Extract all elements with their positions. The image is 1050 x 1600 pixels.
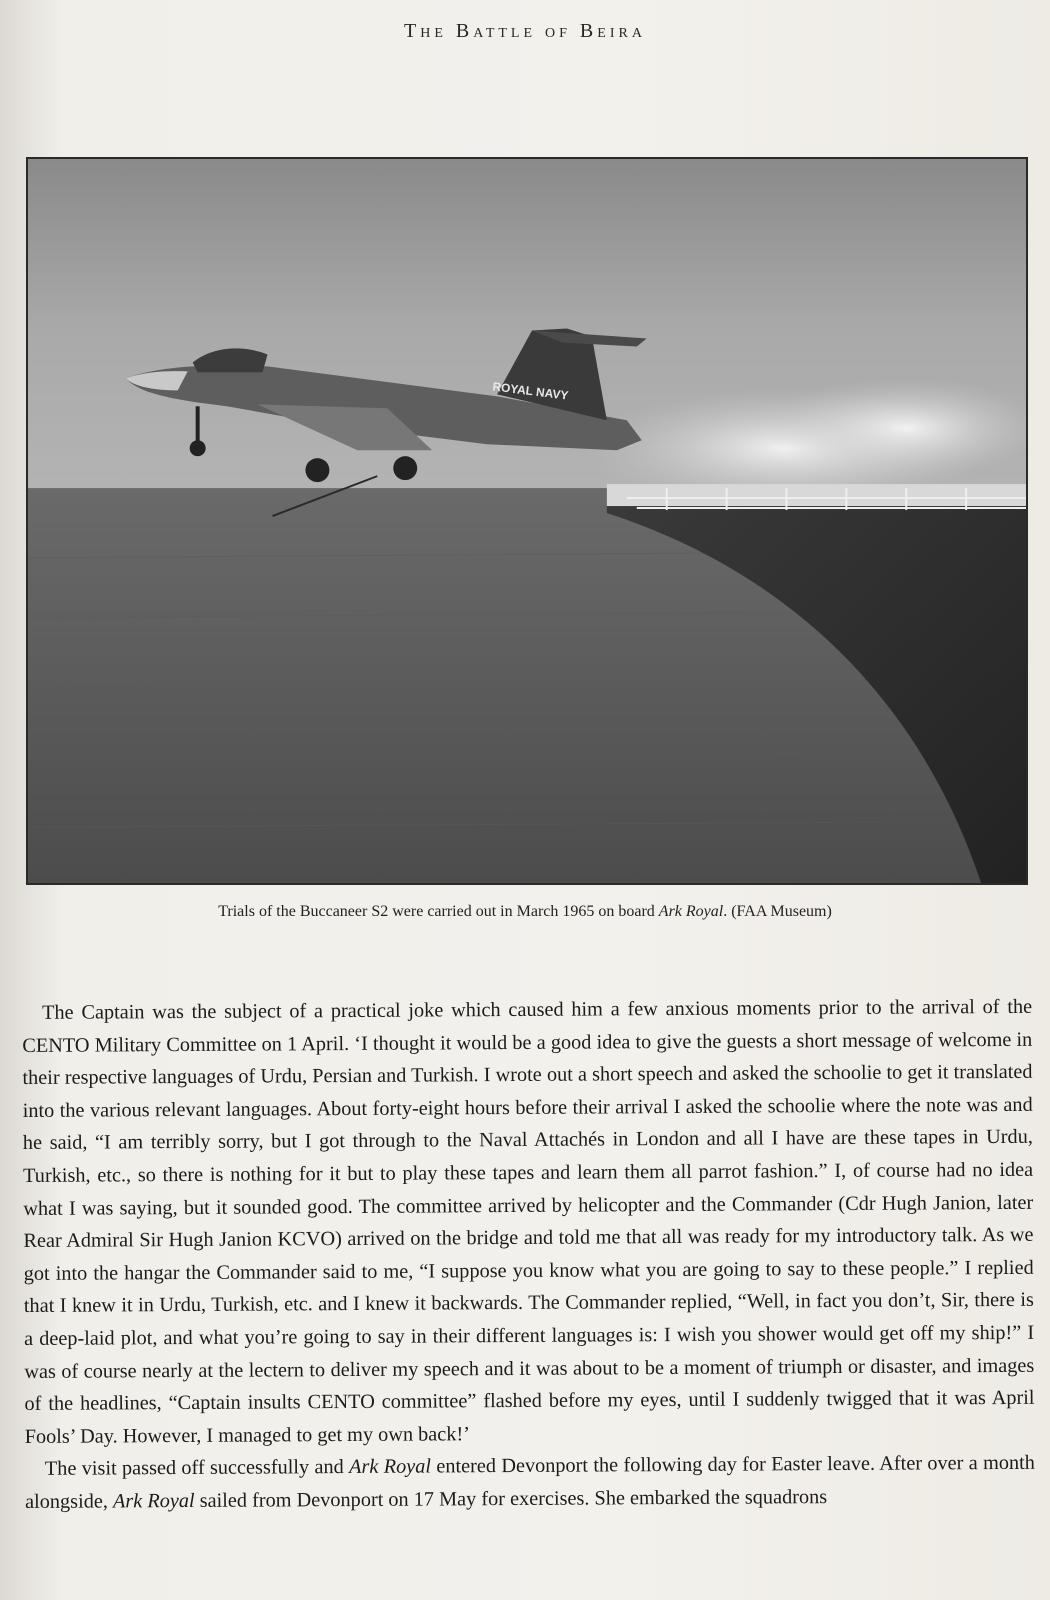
photograph <box>26 157 1028 885</box>
flight-deck-edge <box>607 484 1026 506</box>
paragraph-2 <box>25 1447 1035 1518</box>
body-text <box>22 991 1035 1519</box>
p2-ship-name-1: Ark Royal <box>348 1455 432 1479</box>
figure-caption <box>0 903 1050 921</box>
royal-navy-marking: ROYAL NAVY <box>491 379 570 403</box>
p2-text-c: entered Devonport the following day for Easter leave. After over a month alongside, <box>25 1452 1035 1513</box>
caption-text: Trials of the Buccaneer S2 were carried out in March 1965 on board <box>218 903 659 920</box>
p2-text-e: sailed from Devonport on 17 May for exercises. She embarked the squadrons <box>194 1485 828 1512</box>
caption-credit: . (FAA Museum) <box>723 903 832 920</box>
p2-ship-name-2: Ark Royal <box>112 1489 195 1513</box>
p2-text-a: The visit passed off successfully and <box>44 1456 350 1481</box>
buccaneer-launch-photo <box>28 159 1026 883</box>
paragraph-1: The Captain was the subject of a practical joke which caused him a few anxious moments prior to the arrival of the CENTO Military Committee on 1 April. ‘I thought it would be a good idea to give the guests a short message of welcome in their respective languages of Urdu, Persian and Turkish. I wrote out a short speech and asked the schoolie to get it translated into the various relevant languages. About forty-eight hours before their arrival I asked the schoolie where the note was and he said, “I am terribly sorry, but I got through to the Naval Attachés in London and all I have are these tapes in Urdu, Turkish, etc., so there is nothing for it but to play these tapes and learn them all parrot fashion.” I, of course had no idea what I was saying, but it sounded good. The committee arrived by helicopter and the Commander (Cdr Hugh Janion, later Rear Admiral Sir Hugh Janion KCVO) arrived on the bridge and told me that all was ready for my introductory talk. As we got into the hangar the Commander said to me, “I suppose you know what you are going to say to these people.” I replied that I knew it in Urdu, Turkish, etc. and I knew it backwards. The Commander replied, “Well, in fact you don’t, Sir, there is a deep-laid plot, and what you’re going to say in their different languages is: I wish you shower would get off my ship!” I was of course nearly at the lectern to deliver my speech and it was about to be a moment of triumph or disaster, and images of the headlines, “Captain insults CENTO committee” flashed before my eyes, until I suddenly twigged that it was April Fools’ Day. However, I managed to get my own back!’ <box>22 995 1035 1448</box>
caption-ship-name: Ark Royal <box>658 903 724 920</box>
running-head: The Battle of Beira <box>404 20 646 42</box>
